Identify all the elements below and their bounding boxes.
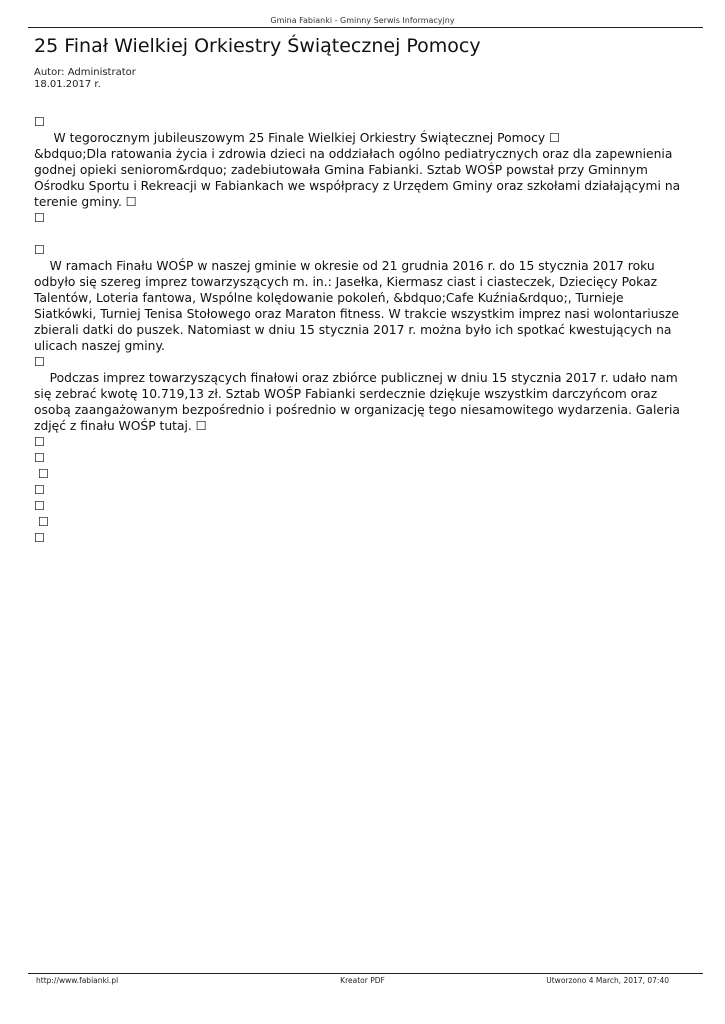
paragraph-2-line: odbyło się szereg imprez towarzyszących m. in.: Jasełka, Kiermasz ciast i ciasteczek, Dziecięcy Pokaz [34,275,658,289]
paragraph-3-line: zdjęć z finału WOŚP tutaj. ☐ [34,419,207,433]
missing-glyph-box: ☐ [38,515,50,529]
paragraph-2-line: W ramach Finału WOŚP w naszej gminie w okresie od 21 grudnia 2016 r. do 15 stycznia 2017 roku [34,259,655,273]
spacer [34,226,694,242]
missing-glyph-box: ☐ [34,483,46,497]
paragraph-1-line: terenie gminy. ☐ [34,195,137,209]
missing-glyph-box: ☐ [34,115,46,129]
paragraph-2-line: zbierali datki do puszek. Natomiast w dniu 15 stycznia 2017 r. można było ich spotkać kwestujących na [34,323,672,337]
missing-glyph-box: ☐ [34,435,46,449]
paragraph-2-line: ulicach naszej gminy. [34,339,165,353]
paragraph-3-line: się zebrać kwotę 10.719,13 zł. Sztab WOŚP Fabianki serdecznie dziękuje wszystkim darczyńcom oraz [34,387,658,401]
footer-divider [28,973,703,974]
paragraph-1-line: &bdquo;Dla ratowania życia i zdrowia dzieci na oddziałach ogólno pediatrycznych oraz dla zapewnienia [34,147,673,161]
article-body [34,114,694,546]
paragraph-1-line: godnej opieki seniorom&rdquo; zadebiutowała Gmina Fabianki. Sztab WOŚP powstał przy Gminnym [34,163,648,177]
article-author: Autor: Administrator [34,67,136,78]
paragraph-1-line: W tegorocznym jubileuszowym 25 Finale Wielkiej Orkiestry Świątecznej Pomocy ☐ [34,131,561,145]
missing-glyph-box: ☐ [34,499,46,513]
missing-glyph-box: ☐ [34,355,46,369]
paragraph-2-line: Siatkówki, Turniej Tenisa Stołowego oraz Maraton fitness. W trakcie wszystkim imprez nasi wolontariusze [34,307,679,321]
site-header-title: Gmina Fabianki - Gminny Serwis Informacyjny [270,16,455,25]
missing-glyph-box: ☐ [34,211,46,225]
footer-generator: Kreator PDF [340,976,385,985]
footer-url: http://www.fabianki.pl [36,976,119,985]
footer-created-date: Utworzono 4 March, 2017, 07:40 [546,976,669,985]
paragraph-2-line: Talentów, Loteria fantowa, Wspólne kolędowanie pokoleń, &bdquo;Cafe Kuźnia&rdquo;, Turnieje [34,291,624,305]
missing-glyph-box: ☐ [34,531,46,545]
article-title: 25 Finał Wielkiej Orkiestry Świątecznej Pomocy [34,35,481,57]
article-date: 18.01.2017 r. [34,79,101,90]
missing-glyph-box: ☐ [38,467,50,481]
paragraph-3-line: Podczas imprez towarzyszących finałowi oraz zbiórce publicznej w dniu 15 stycznia 2017 r. udało nam [34,371,678,385]
paragraph-1-line: Ośrodku Sportu i Rekreacji w Fabiankach we współpracy z Urzędem Gminy oraz szkołami działającymi na [34,179,681,193]
missing-glyph-box: ☐ [34,451,46,465]
paragraph-3-line: osobą zaangażowanym bezpośrednio i pośrednio w organizację tego niesamowitego wydarzenia. Galeria [34,403,680,417]
header-divider [28,27,703,28]
missing-glyph-box: ☐ [34,243,46,257]
